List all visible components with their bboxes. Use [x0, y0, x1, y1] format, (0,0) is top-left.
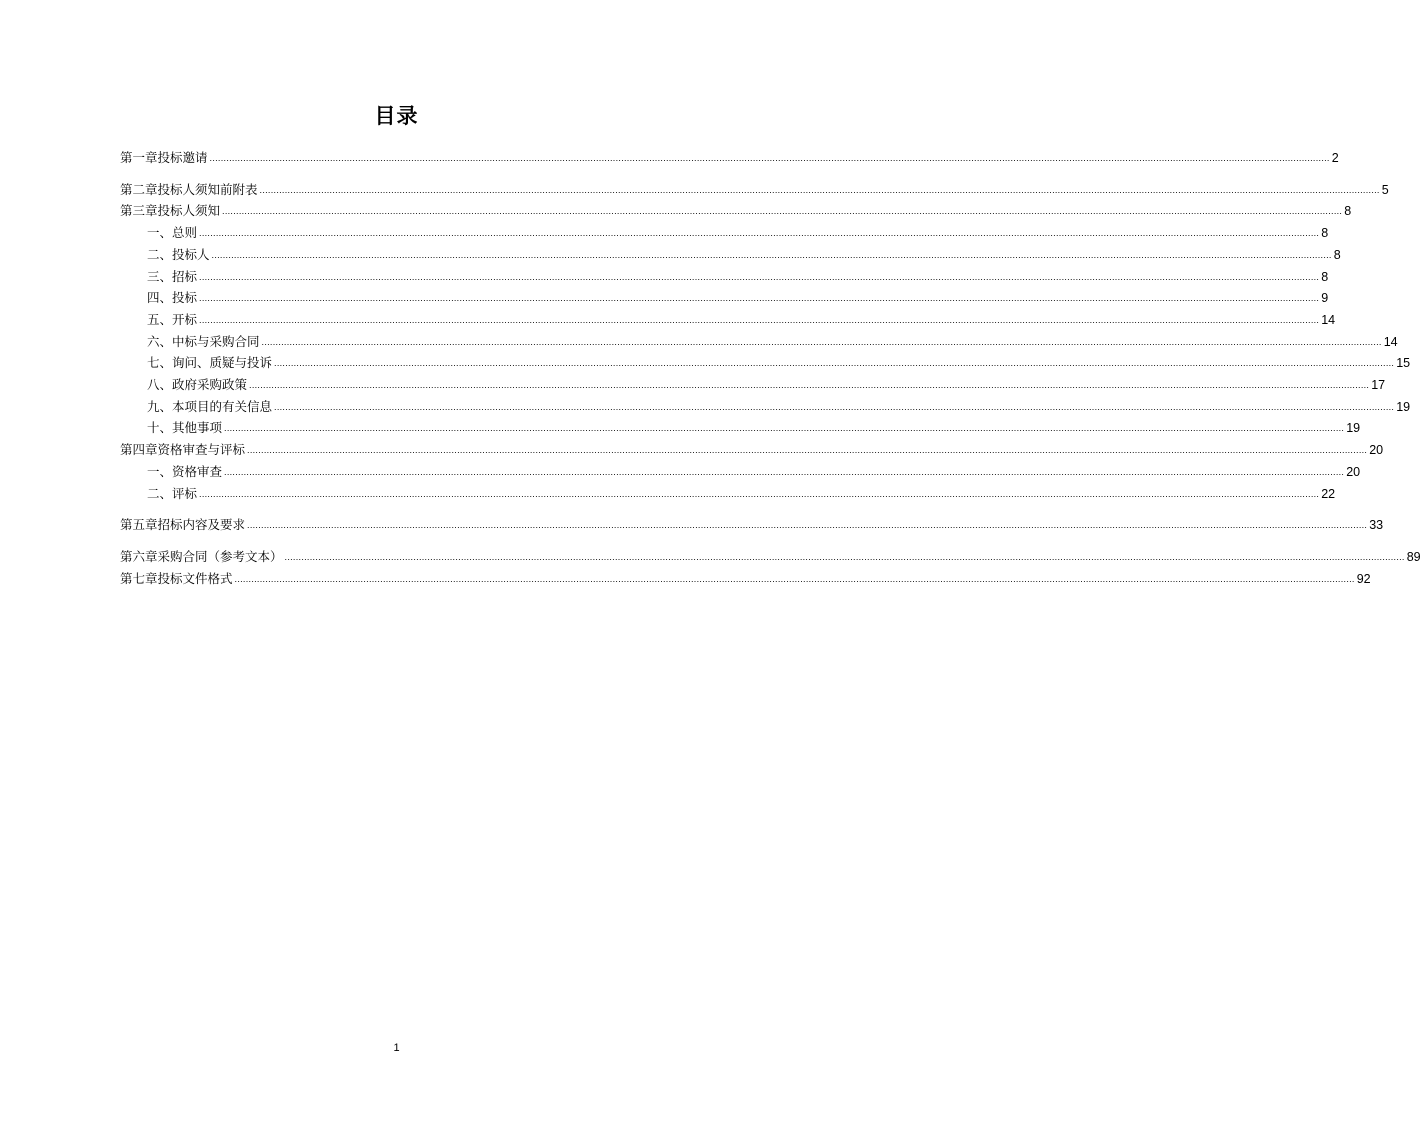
toc-entry-label: 开标: [172, 311, 198, 327]
toc-entry-page: 8: [1321, 226, 1329, 241]
toc-dot-leader: ................................................................................................................................................................................................................................................................................................................................................................................................................: [199, 488, 1320, 499]
toc-dot-leader: ................................................................................................................................................................................................................................................................................................................................................................................................................: [199, 271, 1320, 282]
toc-entry[interactable]: [120, 332, 1398, 354]
toc-entry[interactable]: [120, 201, 1352, 223]
toc-entry-number: 一、: [147, 463, 173, 479]
toc-entry[interactable]: [120, 288, 1329, 310]
toc-dot-leader: ................................................................................................................................................................................................................................................................................................................................................................................................................: [247, 520, 1368, 531]
toc-entry[interactable]: [120, 375, 1386, 397]
toc-entry-label: 投标: [172, 290, 198, 306]
toc-entry-page: 5: [1381, 182, 1389, 197]
toc-entry-page: 15: [1396, 356, 1411, 371]
toc-entry-number: 第四章: [120, 442, 158, 458]
toc-entry-page: 19: [1396, 399, 1411, 414]
toc-dot-leader: ................................................................................................................................................................................................................................................................................................................................................................................................................: [249, 380, 1370, 391]
toc-entry-page: 20: [1346, 464, 1361, 479]
toc-dot-leader: ................................................................................................................................................................................................................................................................................................................................................................................................................: [274, 401, 1395, 412]
toc-entry[interactable]: [120, 547, 1421, 569]
toc-entry-page: 14: [1383, 334, 1398, 349]
toc-entry-number: 一、: [147, 225, 173, 241]
page-title: 目录: [374, 104, 419, 128]
toc-entry[interactable]: [120, 353, 1411, 375]
toc-entry[interactable]: [120, 418, 1361, 440]
toc-entry[interactable]: [120, 484, 1336, 506]
table-of-contents: [120, 148, 1421, 590]
toc-entry[interactable]: [120, 440, 1384, 462]
toc-entry-page: 33: [1369, 518, 1384, 533]
toc-entry-label: 政府采购政策: [172, 377, 248, 393]
toc-entry-number: 第三章: [120, 203, 158, 219]
toc-entry-label: 招标: [172, 268, 198, 284]
toc-entry-label: 中标与采购合同: [172, 333, 260, 349]
toc-entry-number: 第五章: [120, 517, 158, 533]
toc-entry[interactable]: [120, 180, 1389, 202]
toc-entry-page: 8: [1321, 269, 1329, 284]
toc-entry-page: 8: [1333, 247, 1341, 262]
toc-entry-label: 资格审查与评标: [157, 442, 246, 458]
toc-entry-label: 采购合同（参考文本）: [157, 548, 283, 564]
toc-entry[interactable]: [120, 515, 1384, 537]
toc-dot-leader: ................................................................................................................................................................................................................................................................................................................................................................................................................: [222, 206, 1343, 217]
toc-entry[interactable]: [120, 267, 1329, 289]
toc-entry-label: 投标人须知: [157, 203, 221, 219]
toc-entry-label: 资格审查: [172, 463, 223, 479]
toc-entry[interactable]: [120, 223, 1329, 245]
toc-dot-leader: ................................................................................................................................................................................................................................................................................................................................................................................................................: [274, 358, 1395, 369]
toc-dot-leader: ................................................................................................................................................................................................................................................................................................................................................................................................................: [199, 293, 1320, 304]
toc-entry-page: 22: [1321, 486, 1336, 501]
toc-entry-label: 招标内容及要求: [157, 517, 246, 533]
toc-entry-number: 第七章: [120, 570, 158, 586]
toc-entry-label: 询问、质疑与投诉: [172, 355, 273, 371]
toc-dot-leader: ................................................................................................................................................................................................................................................................................................................................................................................................................: [234, 573, 1355, 584]
toc-entry[interactable]: [120, 397, 1411, 419]
toc-dot-leader: ................................................................................................................................................................................................................................................................................................................................................................................................................: [224, 466, 1345, 477]
toc-dot-leader: ................................................................................................................................................................................................................................................................................................................................................................................................................: [199, 314, 1320, 325]
toc-entry-label: 投标人: [172, 246, 210, 262]
toc-entry-label: 总则: [172, 225, 198, 241]
toc-entry-number: 三、: [147, 268, 173, 284]
toc-entry-number: 二、: [147, 246, 173, 262]
toc-entry-page: 14: [1321, 312, 1336, 327]
toc-entry-page: 2: [1331, 151, 1339, 165]
toc-dot-leader: ................................................................................................................................................................................................................................................................................................................................................................................................................: [284, 551, 1405, 562]
toc-entry[interactable]: [120, 462, 1361, 484]
toc-entry-label: 投标文件格式: [157, 570, 233, 586]
toc-entry-number: 第二章: [120, 181, 158, 197]
toc-entry-number: 七、: [147, 355, 173, 371]
toc-entry-number: 五、: [147, 311, 173, 327]
toc-dot-leader: ................................................................................................................................................................................................................................................................................................................................................................................................................: [224, 423, 1345, 434]
toc-entry-number: 九、: [147, 398, 173, 414]
toc-entry[interactable]: [120, 245, 1341, 267]
toc-entry-number: 四、: [147, 290, 173, 306]
toc-entry-page: 8: [1344, 204, 1352, 219]
page-number: 1: [393, 1042, 400, 1054]
toc-entry[interactable]: [120, 310, 1336, 332]
toc-dot-leader: ................................................................................................................................................................................................................................................................................................................................................................................................................: [247, 445, 1368, 456]
toc-dot-leader: ................................................................................................................................................................................................................................................................................................................................................................................................................: [259, 184, 1380, 195]
toc-entry-label: 其他事项: [172, 420, 223, 436]
toc-entry[interactable]: [120, 569, 1371, 591]
toc-entry-number: 六、: [147, 333, 173, 349]
toc-entry-label: 投标邀请: [157, 150, 208, 165]
toc-entry-label: 投标人须知前附表: [157, 181, 258, 197]
toc-entry-number: 八、: [147, 377, 173, 393]
toc-dot-leader: ................................................................................................................................................................................................................................................................................................................................................................................................................: [261, 336, 1382, 347]
toc-entry-page: 89: [1406, 549, 1421, 564]
toc-entry-number: 二、: [147, 485, 173, 501]
toc-dot-leader: ................................................................................................................................................................................................................................................................................................................................................................................................................: [211, 249, 1332, 260]
toc-entry-page: 92: [1356, 571, 1371, 586]
toc-entry[interactable]: [120, 148, 1339, 170]
toc-entry-number: 十、: [147, 420, 173, 436]
toc-entry-number: 第六章: [120, 548, 158, 564]
toc-dot-leader: ................................................................................................................................................................................................................................................................................................................................................................................................................: [209, 153, 1330, 163]
toc-entry-page: 17: [1371, 378, 1386, 393]
toc-entry-label: 本项目的有关信息: [172, 398, 273, 414]
toc-entry-page: 9: [1321, 291, 1329, 306]
toc-entry-page: 20: [1369, 443, 1384, 458]
toc-dot-leader: ................................................................................................................................................................................................................................................................................................................................................................................................................: [199, 228, 1320, 239]
toc-entry-page: 19: [1346, 421, 1361, 436]
toc-entry-label: 评标: [172, 485, 198, 501]
toc-entry-number: 第一章: [120, 150, 158, 165]
